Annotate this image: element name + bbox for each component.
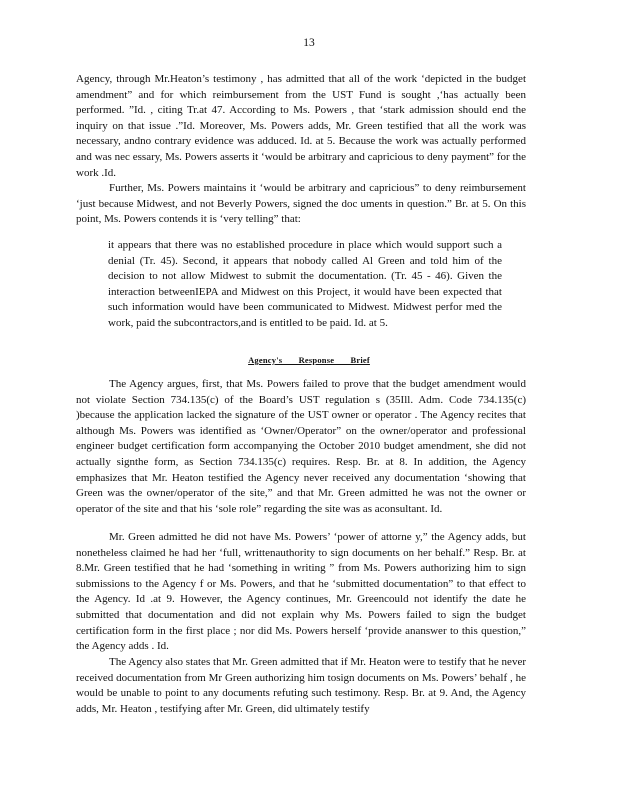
paragraph-green-admitted: Mr. Green admitted he did not have Ms. Powers’ ‘power of attorne y,” the Agency adds, but nonetheless claimed he had her ‘full, writtenauthority to sign documents on her behalf.” Resp. Br. at 8.Mr. Green testified that he had ‘something in writing ” from Ms. Powers authorizing him to sign submissions to the Agency f or Ms. Powers, and that he ‘submitted documentation” to that effect to the Agency. Id .at 9. However, the Agency continues, Mr. Greencould not identify the date he submitted that documentation and did not explain why Ms. Powers failed to sign the budget certification form in the first place ; nor did Ms. Powers herself ‘provide ananswer to this question,” the Agency adds . Id.: [76, 531, 526, 653]
paragraph-agency-also-states: The Agency also states that Mr. Green admitted that if Mr. Heaton were to testify that he never received documentation from Mr Green authorizing him tosign documents on Ms. Powers’ behalf , he would be unable to point to any documents refuting such testimony. Resp. Br. at 9. And, the Agency adds, Mr. Heaton , testifying after Mr. Green, did ultimately testify: [76, 656, 526, 715]
section-heading: Agency's Response Brief: [248, 355, 370, 365]
paragraph-agency-argues: The Agency argues, first, that Ms. Powers failed to prove that the budget amendment would not violate Section 734.135(c) of the Board’s UST regulation s (35Ill. Adm. Code 734.135(c) )because the application lacked the signature of the UST owner or operator . The Agency recites that although Ms. Powers was identified as ‘Owner/Operator” on the owner/operator and professional engineer budget certification form accompanying the October 2010 budget amendment, she did not actually signthe form, as Section 734.135(c) requires. Resp. Br. at 8. In addition, the Agency emphasizes that Mr. Heaton testified the Agency never received any documentation ‘showing that Green was the owner/operator of the site,” and that Mr. Green admitted he was not the owner or operator of the site and that his ‘sole role” regarding the site was as aconsultant. Id.: [76, 378, 526, 515]
page-number: 13: [303, 37, 315, 49]
paragraph-arbitrary-capricious: Further, Ms. Powers maintains it ‘would be arbitrary and capricious” to deny reimbursement ‘just because Midwest, and not Beverly Powers, signed the doc uments in question.” Br. at 5. On this point, Ms. Powers contends it is ‘very telling” that:: [76, 182, 526, 226]
block-quote: it appears that there was no established procedure in place which would support such a denial (Tr. 45). Second, it appears that nobody called Al Green and told him of the decision to not allow Midwest to submit the documentation. (Tr. 45 - 46). Given the interaction betweenIEPA and Midwest on this Project, it would have been expected that such information would have been communicated to Midwest. Midwest perfor med the work, paid the subcontractors,and is entitled to be paid. Id. at 5.: [108, 239, 502, 329]
paragraph-heaton-testimony: Agency, through Mr.Heaton’s testimony , has admitted that all of the work ‘depicted in the budget amendment” and for which reimbursement from the UST Fund is sought ,‘has actually been performed. ”Id. , citing Tr.at 47. According to Ms. Powers , that ‘stark admission should end the inquiry on that issue .”Id. Moreover, Ms. Powers adds, Mr. Green testified that all the work was necessary, andno contrary evidence was adduced. Id. at 5. Because the work was actually performed and was nec essary, Ms. Powers asserts it ‘would be arbitrary and capricious to deny payment” for the work .Id.: [76, 73, 526, 179]
